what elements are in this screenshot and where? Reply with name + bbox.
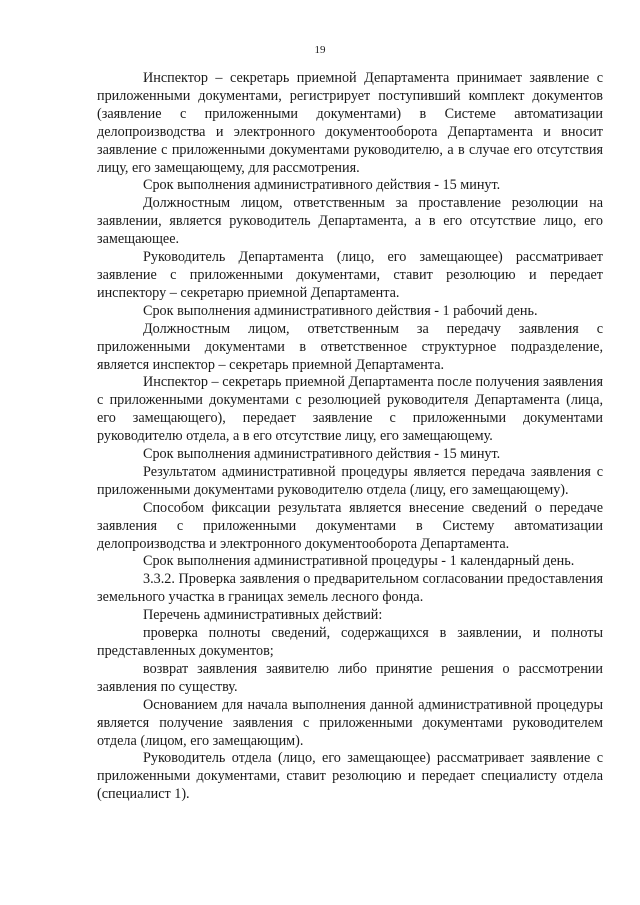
list-item: проверка полноты сведений, содержащихся в заявлении, и полноты представленных документов; bbox=[97, 625, 603, 659]
paragraph: Срок выполнения административного действия - 1 рабочий день. bbox=[143, 302, 538, 319]
paragraph: Инспектор – секретарь приемной Департамента принимает заявление с приложенными документами, регистрирует поступивший комплект документов (заявление с приложенными документами) в Системе автоматизации делопроизводства и электронного документооборота Департамента и вносит заявление с приложенными документами руководителю, а в случае его отсутствия лицу, его замещающему, для рассмотрения. bbox=[97, 70, 603, 176]
paragraph: Перечень административных действий: bbox=[143, 607, 383, 624]
paragraph: Срок выполнения административного действия - 15 минут. bbox=[143, 177, 501, 194]
document-body bbox=[97, 70, 603, 804]
paragraph: Срок выполнения административной процедуры - 1 календарный день. bbox=[143, 553, 575, 570]
paragraph: Должностным лицом, ответственным за передачу заявления с приложенными документами в ответственное структурное подразделение, является инспектор – секретарь приемной Департамента. bbox=[97, 320, 603, 373]
paragraph: Способом фиксации результата является внесение сведений о передаче заявления с приложенными документами в Систему автоматизации делопроизводства и электронного документооборота Департамента. bbox=[97, 499, 603, 552]
list-item: возврат заявления заявителю либо принятие решения о рассмотрении заявления по существу. bbox=[97, 660, 603, 695]
section-heading: 3.3.2. Проверка заявления о предварительном согласовании предоставления земельного участка в границах земель лесного фонда. bbox=[97, 571, 603, 606]
page-number: 19 bbox=[314, 44, 326, 56]
paragraph: Инспектор – секретарь приемной Департамента после получения заявления с приложенными документами с резолюцией руководителя Департамента (лица, его замещающего), передает заявление с приложенными документами руководителю отдела, а в его отсутствие лицу, его замещающему. bbox=[97, 374, 603, 445]
paragraph: Результатом административной процедуры является передача заявления с приложенными документами руководителю отдела (лицу, его замещающему). bbox=[97, 463, 603, 498]
paragraph: Руководитель отдела (лицо, его замещающее) рассматривает заявление с приложенными документами, ставит резолюцию и передает специалисту отдела (специалист 1). bbox=[97, 750, 603, 803]
paragraph: Руководитель Департамента (лицо, его замещающее) рассматривает заявление с приложенными документами, ставит резолюцию и передает инспектору – секретарю приемной Департамента. bbox=[97, 249, 603, 301]
paragraph: Срок выполнения административного действия - 15 минут. bbox=[143, 446, 501, 463]
paragraph: Должностным лицом, ответственным за проставление резолюции на заявлении, является руководитель Департамента, а в его отсутствие лицо, его замещающее. bbox=[97, 195, 603, 248]
paragraph: Основанием для начала выполнения данной административной процедуры является получение заявления с приложенными документами руководителем отдела (лицом, его замещающим). bbox=[97, 696, 603, 749]
